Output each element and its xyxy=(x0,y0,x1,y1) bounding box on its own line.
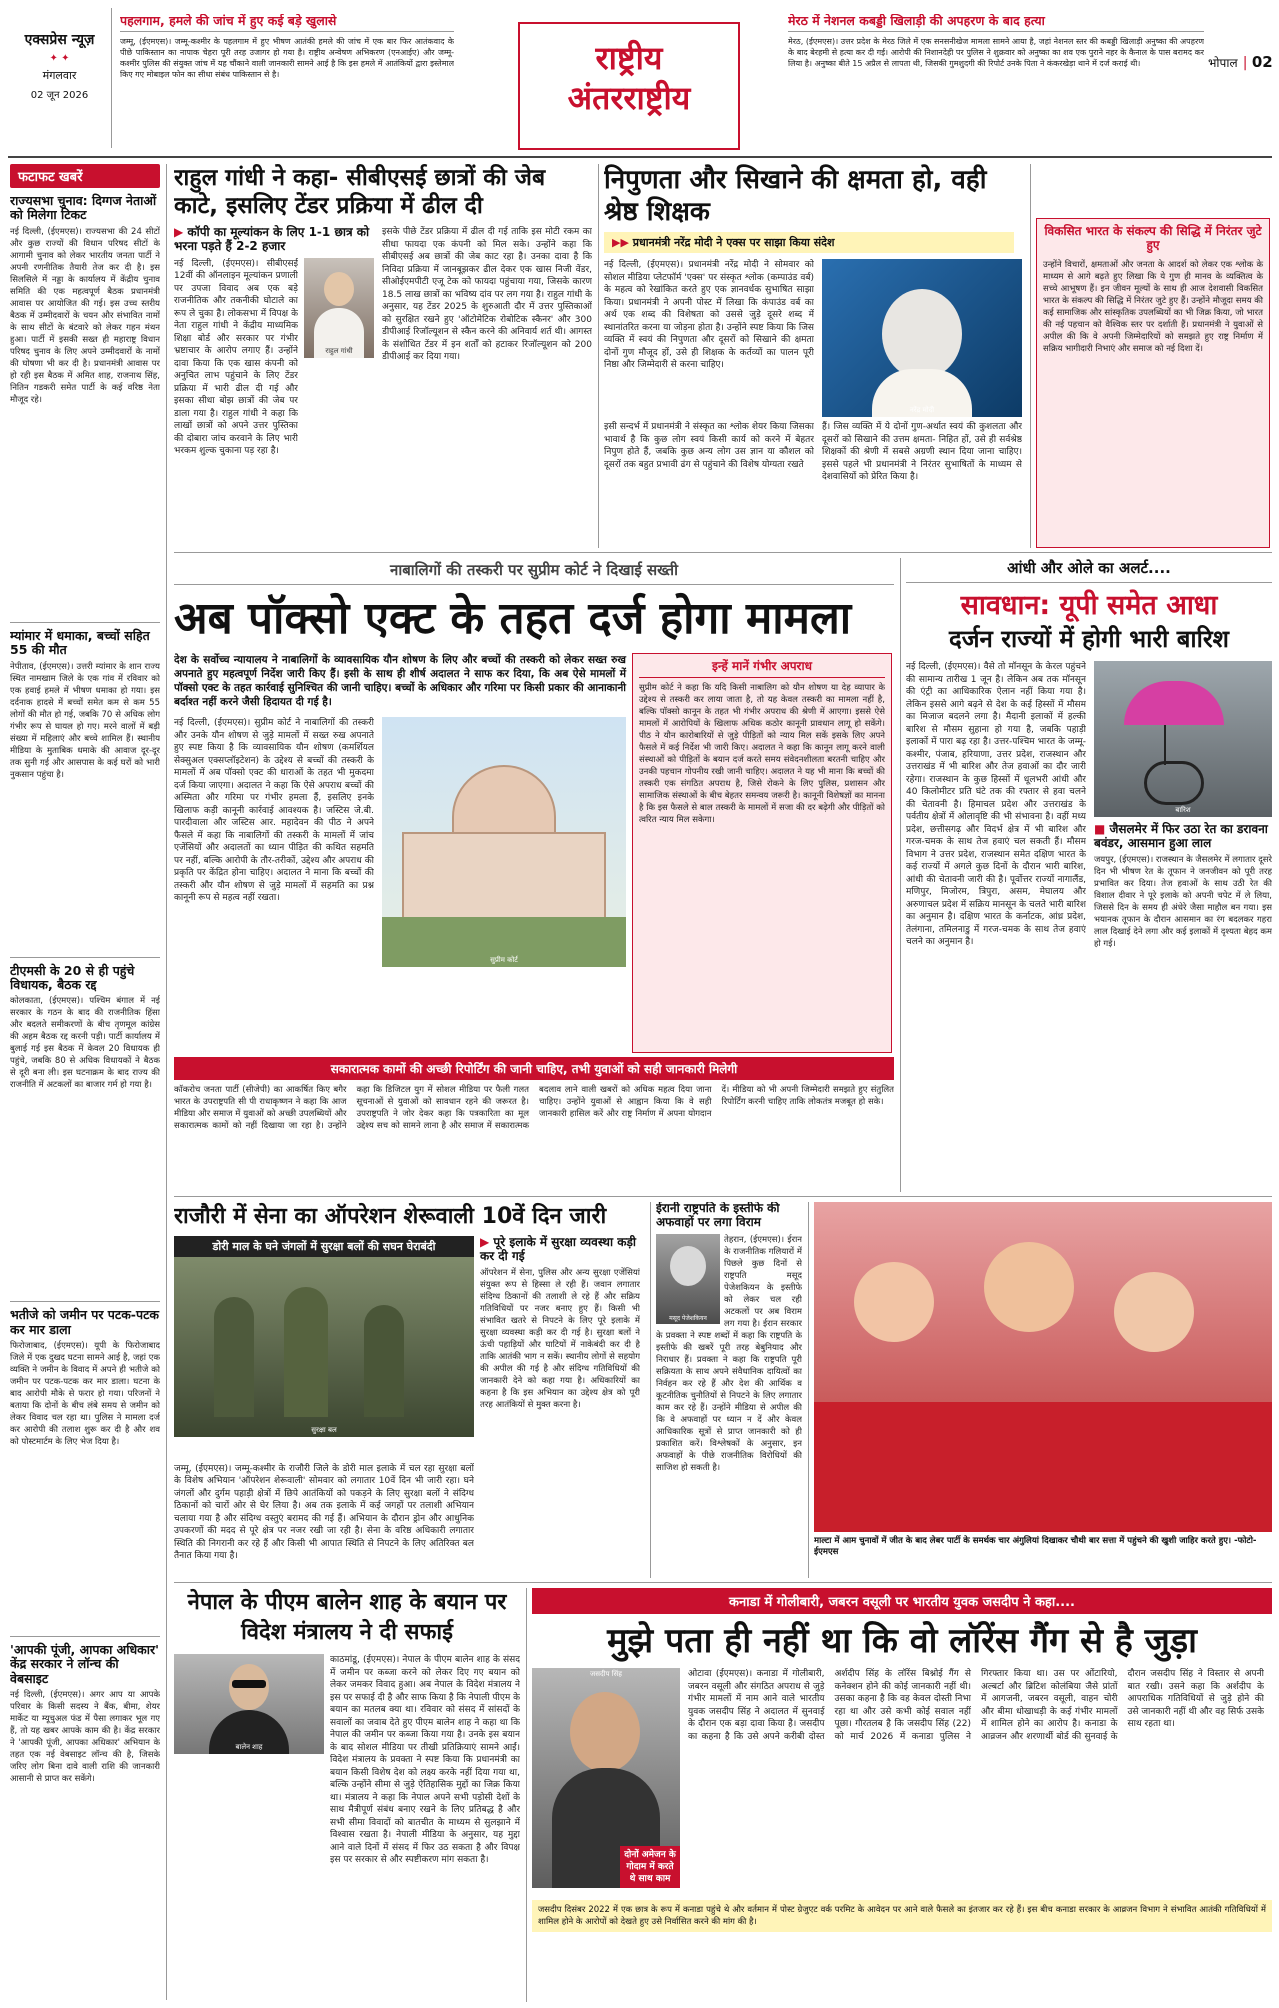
arrow-icon: ▶▶ xyxy=(612,236,629,249)
jasdeep-photo-tag: दोनों अमेजन के गोदाम में करते थे साथ काम xyxy=(620,1846,680,1888)
brief-title: 'आपकी पूंजी, आपका अधिकार' केंद्र सरकार ने लॉन्च की वेबसाइट xyxy=(10,1642,159,1686)
pocso-headline: अब पॉक्सो एक्ट के तहत दर्ज होगा मामला xyxy=(174,593,852,644)
modi-headline: निपुणता और सिखाने की क्षमता हो, वही श्रेष्ठ शिक्षक xyxy=(604,165,987,227)
story-rahul xyxy=(174,164,592,548)
story-modi xyxy=(604,164,1024,548)
weekday: मंगलवार xyxy=(42,69,77,82)
issue-date: 02 जून 2026 xyxy=(30,90,89,101)
viksit-headline: विकसित भारत के संकल्प की सिद्धि में निरंतर जुटे हुए xyxy=(1044,224,1262,252)
photo-malta xyxy=(814,1202,1272,1578)
rajouri-side-title: ▶ पूरे इलाके में सुरक्षा व्यवस्था कड़ी कर दी गई xyxy=(480,1235,636,1263)
modi-body-2: इसी सन्दर्भ में प्रधानमंत्री ने संस्कृत का श्लोक शेयर किया जिसका भावार्थ है कि कुछ लोग स्वयं किसी कार्य को करने में बेहतर निपुण होते हैं, जबकि कुछ अन्य लोग उस ज्ञान या कौशल को दूसरों तक बहुत प्रभावी ढंग से पहुंचाने की विशेष योग्यता रखते xyxy=(604,422,814,470)
weather-headline-black: दर्जन राज्यों में होगी भारी बारिश xyxy=(949,625,1229,653)
brief-title: राज्यसभा चुनाव: दिग्गज नेताओं को मिलेगा टिकट xyxy=(10,193,157,223)
pocso-box-body: सुप्रीम कोर्ट ने कहा कि यदि किसी नाबालिग को यौन शोषण या देह व्यापार के उद्देश्य से तस्करी कर लाया जाता है, तो यह केवल तस्करी का मामला नहीं है, बल्कि पॉक्सो कानून के तहत भी गंभीर अपराध की श्रेणी में आएगा। इससे ऐसे मामलों में आरोपियों के खिलाफ अधिक कठोर कानूनी प्रावधान लागू हो सकेंगे। पीठ ने यौन कारोबारियों से जुड़े पीड़ितों को न्याय मिल सकें इसके लिए अपने फैसले में कई निर्देश भी जारी किए। अदालत ने कहा कि कानून लागू करने वाली संस्थाओं को पीड़ितों के बयान दर्ज करते समय संवेदनशीलता बरतनी चाहिए और उनकी पहचान गोपनीय रखी जानी चाहिए। अदालत ने यह भी माना कि बच्चों की तस्करी एक संगठित अपराध है, जिसे रोकने के लिए पुलिस, प्रशासन और सामाजिक संस्थाओं के बीच बेहतर समन्वय जरूरी है। कानूनी विशेषज्ञों का मानना है कि इस फैसले से बाल तस्करी के मामलों में सजा की दर बढ़ेगी और पीड़ितों को त्वरित न्याय मिल सकेगा। xyxy=(639,682,885,825)
nepal-photo: बालेन शाह xyxy=(174,1654,324,1754)
umbrella-icon xyxy=(1124,681,1224,725)
section-title-line1: राष्ट्रीय xyxy=(595,39,663,77)
masthead-date-block xyxy=(8,8,112,148)
pocso-box-title: इन्हें मानें गंभीर अपराध xyxy=(639,660,885,678)
iran-photo: मसूद पेजेशकियन xyxy=(656,1234,720,1324)
section-title-line2: अंतरराष्ट्रीय xyxy=(567,79,691,117)
page-folio: भोपाल | 02 xyxy=(1208,53,1273,71)
brief-item xyxy=(10,629,160,951)
brief-body: नेपीताव, (ईएमएस)। उत्तरी म्यांमार के शान राज्य स्थित नामखाम जिले के एक गांव में रविवार को एक हवाई हमले में भीषण धमाका हो गया। इस दर्दनाक हादसे में बच्चों समेत कम से कम 55 लोगों की मौत हो गई, जबकि 70 से अधिक लोग गंभीर रूप से घायल हो गए। मरने वालों में बड़ी संख्या में महिलाएं और बच्चे शामिल हैं। स्थानीय मीडिया के मुताबिक धमाके की आवाज दूर-दूर तक सुनी गई और आसपास के कई घरों को भारी नुकसान पहुंचा है। xyxy=(10,661,160,780)
brief-title: टीएमसी के 20 से ही पहुंचे विधायक, बैठक रद्द xyxy=(10,962,135,992)
column-rule xyxy=(650,1202,651,1578)
left-teaser-body: जम्मू, (ईएमएस)। जम्मू-कश्मीर के पहलगाम में हुए भीषण आतंकी हमले की जांच में एक बार फिर आतंकवाद के पीछे पाकिस्तान का नापाक चेहरा पूरी तरह उजागर हो गया है। राष्ट्रीय अन्वेषण अभिकरण (एनआईए) और जम्मू-कश्मीर पुलिस की संयुक्त जांच में यह चौंकाने वाली जानकारी सामने आई है कि इस हमले में आतंकियों द्वारा इस्तेमाल किए गए मोबाइल फोन का सीधा संबंध पाकिस्तान से है। xyxy=(120,37,454,80)
pocso-lead: देश के सर्वोच्च न्यायालय ने नाबालिगों के व्यावसायिक यौन शोषण के लिए और बच्चों की तस्करी को लेकर सख्त रुख अपनाते हुए महत्वपूर्ण निर्देश जारी किए हैं। इसी के साथ ही शीर्ष अदालत ने साफ कर दिया, कि अब ऐसे मामलों में पॉक्सो एक्ट के तहत कार्रवाई सुनिश्चित की जानी चाहिए। बच्चों के अधिकार और गरिमा पर किसी प्रकार की आनाकानी बर्दाश्त नहीं करने जैसी हिदायत दी गई है। xyxy=(174,654,626,708)
brief-body: कोलकाता, (ईएमएस)। पश्चिम बंगाल में नई सरकार के गठन के बाद की राजनीतिक हिंसा और बदलते समीकरणों के बीच तृणमूल कांग्रेस की अहम बैठक रद्द करनी पड़ी। पार्टी कार्यालय में बुलाई गई इस बैठक में केवल 20 विधायक ही पहुंचे, जबकि 80 से अधिक विधायकों ने बैठक से दूरी बना ली। इस घटनाक्रम के बाद राज्य की राजनीति में अटकलों का बाजार गर्म हो गया है। xyxy=(10,996,160,1091)
play-arrow-icon: ▶ xyxy=(174,225,184,239)
weather-headline-red: सावधान: यूपी समेत आधा xyxy=(960,590,1218,621)
pocso-body: नई दिल्ली, (ईएमएस)। सुप्रीम कोर्ट ने नाबालिगों की तस्करी और उनके यौन शोषण से जुड़े मामलों में सख्त रुख अपनाते हुए स्पष्ट किया है कि व्यावसायिक यौन शोषण (कमर्शियल सेक्सुअल एक्सप्लॉइटेशन) के उद्देश्य से बच्चों की तस्करी के मामलों में अब पॉक्सो एक्ट की धाराओं के तहत भी मुकदमा दर्ज किया जाएगा। अदालत ने कहा कि ऐसे अपराध बच्चों की अस्मिता और गरिमा पर गंभीर हमला हैं, इसलिए इनके खिलाफ कड़ी कानूनी कार्रवाई आवश्यक है। जस्टिस जे.बी. पारदीवाला और जस्टिस आर. महादेवन की पीठ ने अपने फैसले में कहा कि नाबालिगों की तस्करी के मामलों में जांच एजेंसियों और अदालतों का ध्यान पीड़ित की कथित सहमति पर नहीं, बल्कि आरोपी के तौर-तरीकों, उद्देश्य और अपराध की प्रकृति पर केंद्रित होना चाहिए। अदालत ने माना कि बच्चों की तस्करी और यौन शोषण से जुड़े मामलों में सहमति का प्रश्न कानूनी रूप से महत्व नहीं रखता। xyxy=(174,718,374,903)
canada-headline: मुझे पता ही नहीं था कि वो लॉरेंस गैंग से है जुड़ा xyxy=(607,1621,1197,1661)
rahul-subhead: ▶ कॉपी का मूल्यांकन के लिए 1-1 छात्र को भरना पड़ते हैं 2-2 हजार xyxy=(174,225,370,253)
brief-item xyxy=(10,194,160,616)
diamond-ornament-icon: ✦ ✦ xyxy=(49,53,70,64)
right-teaser-body: मेरठ, (ईएमएस)। उत्तर प्रदेश के मेरठ जिले में एक सनसनीखेज मामला सामने आया है, जहां नेशनल स्तर की कबड्डी खिलाड़ी अनुष्का की अपहरण के बाद बेरहमी से हत्या कर दी गई। आरोपी की निशानदेही पर पुलिस ने शुक्रवार को अनुष्का का शव एक पुराने नहर के कैनाल के पास बरामद कर लिया है। अनुष्का बीते 15 अप्रैल से लापता थी, जिसकी गुमशुदगी की रिपोर्ट उनके पिता ने कंकरखेड़ा थाने में दर्ज कराई थी। xyxy=(788,37,1204,69)
section-title-box xyxy=(518,22,740,150)
brief-item xyxy=(10,964,160,1296)
brief-title: भतीजे को जमीन पर पटक-पटक कर मार डाला xyxy=(10,1307,159,1337)
page-number: 02 xyxy=(1251,53,1273,71)
photo-credit: -फोटो-ईएमएस xyxy=(814,1536,1257,1557)
column-rule xyxy=(598,164,599,548)
weather-strap: आंधी और ओले का अलर्ट.... xyxy=(906,558,1272,583)
brief-body: फिरोजाबाद, (ईएमएस)। यूपी के फिरोजाबाद जिले में एक दुखद घटना सामने आई है, जहां एक व्यक्ति ने जमीन के विवाद में अपने ही भतीजे को जमीन पर पटक-पटक कर मार डाला। घटना के बाद आरोपी मौके से फरार हो गया। परिजनों ने बताया कि दोनों के बीच लंबे समय से जमीन को लेकर विवाद चल रहा था। पुलिस ने मामला दर्ज कर आरोपी की तलाश शुरू कर दी है और शव को पोस्टमार्टम के लिए भेज दिया है। xyxy=(10,1341,160,1447)
brief-item xyxy=(10,1308,160,1630)
right-teaser-title: मेरठ में नेशनल कबड्डी खिलाड़ी की अपहरण के बाद हत्या xyxy=(788,14,1204,32)
column-rule xyxy=(900,558,901,1192)
left-teaser xyxy=(120,14,454,144)
section-rule xyxy=(174,552,1272,553)
rahul-headline: राहुल गांधी ने कहा- सीबीएसई छात्रों की जेब काटे, इसलिए टेंडर प्रक्रिया में ढील दी xyxy=(174,165,546,219)
story-rajouri xyxy=(174,1202,644,1578)
sunglasses-icon xyxy=(232,1680,266,1688)
malta-photo xyxy=(814,1202,1272,1532)
army-photo: सुरक्षा बल xyxy=(174,1257,474,1437)
rajouri-body: जम्मू, (ईएमएस)। जम्मू-कश्मीर के राजौरी जिले के डोरी माल इलाके में चल रहा सुरक्षा बलों के विशेष अभियान 'ऑपरेशन शेरूवाली' सोमवार को लगातार 10वें दिन भी जारी रहा। घने जंगलों और दुर्गम पहाड़ी क्षेत्रों में छिपे आतंकियों को पकड़ने के लिए सुरक्षा बलों ने संदिग्ध ठिकानों को चारों ओर से घेर लिया है। अब तक इलाके में कई जगहों पर तलाशी अभियान चलाया गया है और संदिग्ध वस्तुएं बरामद की गई हैं। अभियान के दौरान ड्रोन और आधुनिक उपकरणों की मदद से पूरे क्षेत्र पर नजर रखी जा रही है। सेना के वरिष्ठ अधिकारी लगातार स्थिति की निगरानी कर रहे हैं और किसी भी आपात स्थिति से निपटने के लिए अतिरिक्त बल तैनात किया गया है। xyxy=(174,1463,474,1562)
person-silhouette-icon xyxy=(324,272,354,306)
modi-body-3: हैं। जिस व्यक्ति में ये दोनों गुण-अर्थात स्वयं की कुशलता और दूसरों को सिखाने की उत्तम क्षमता- निहित हों, उसे ही सर्वश्रेष्ठ शिक्षकों की श्रेणी में सबसे अग्रणी स्थान दिया जाना चाहिए। इससे पहले भी प्रधानमंत्री ने निरंतर सुभाषितों के माध्यम से देशवासियों को प्रेरित किया है। xyxy=(822,422,1022,482)
rajouri-headline: राजौरी में सेना का ऑपरेशन शेरूवाली 10वें दिन जारी xyxy=(174,1204,607,1229)
arrow-icon: ▶ xyxy=(480,1235,490,1249)
viksit-body: उन्होंने विचारों, क्षमताओं और जनता के आदर्श को लेकर एक श्लोक के माध्यम से आगे बढ़ते हुए लिखा कि ये गुण ही मानव के व्यक्तित्व के सच्चे आभूषण हैं। इन जीवन मूल्यों के साथ ही आज देशवासी विकसित भारत के संकल्प की सिद्धि में निरंतर जुटे हुए हैं। उन्होंने मौजूदा समय की कई सामाजिक और सांस्कृतिक उपलब्धियों का भी जिक्र किया, जो भारत की नई पहचान को वैश्विक स्तर पर दर्शाती हैं। प्रधानमंत्री ने युवाओं से अपील की कि वे अपनी जिम्मेदारियों को समझते हुए राष्ट्र निर्माण में सक्रिय भागीदारी निभाएं और समाज को नई दिशा दें। xyxy=(1043,259,1263,354)
nepal-headline: नेपाल के पीएम बालेन शाह के बयान पर विदेश मंत्रालय ने दी सफाई xyxy=(187,1590,507,1645)
section-rule xyxy=(174,1196,1272,1197)
column-rule xyxy=(1030,164,1031,548)
masthead-rule xyxy=(8,156,1272,158)
iran-body: तेहरान, (ईएमएस)। ईरान के राजनीतिक गलियारों में पिछले कुछ दिनों से राष्ट्रपति मसूद पेजेशकियन के इस्तीफे को लेकर चल रही अटकलों पर अब विराम लग गया है। ईरान सरकार के प्रवक्ता ने स्पष्ट शब्दों में कहा कि राष्ट्रपति के इस्तीफे की खबरें पूरी तरह बेबुनियाद और निराधार हैं। प्रवक्ता ने कहा कि राष्ट्रपति पूरी सक्रियता के साथ अपने संवैधानिक दायित्वों का निर्वहन कर रहे हैं और देश की आर्थिक व कूटनीतिक चुनौतियों से निपटने के लिए लगातार काम कर रहे हैं। उन्होंने मीडिया से अपील की कि वे अफवाहों पर ध्यान न दें और केवल आधिकारिक सूत्रों से प्राप्त जानकारी को ही प्रकाशित करें। विश्लेषकों के अनुसार, इन अफवाहों के पीछे राजनीतिक विरोधियों की साजिश हो सकती है। xyxy=(656,1234,802,1473)
modi-kicker: ▶▶ प्रधानमंत्री नरेंद्र मोदी ने एक्स पर साझा किया संदेश xyxy=(604,232,1014,253)
modi-photo: नरेंद्र मोदी xyxy=(822,259,1022,417)
rajouri-photo-caption: डोरी माल के घने जंगलों में सुरक्षा बलों की सघन घेराबंदी xyxy=(174,1236,474,1257)
briefs-header: फटाफट खबरें xyxy=(10,164,160,188)
story-pocso xyxy=(174,558,894,1192)
rahul-photo: राहुल गांधी xyxy=(304,258,374,358)
supreme-court-photo: सुप्रीम कोर्ट xyxy=(382,717,626,967)
rajouri-side-body: ऑपरेशन में सेना, पुलिस और अन्य सुरक्षा एजेंसियां संयुक्त रूप से हिस्सा ले रही हैं। जवान लगातार संदिग्ध ठिकानों की तलाशी ले रहे हैं और सक्रिय गतिविधियों पर नजर बनाए हुए हैं। किसी भी संभावित खतरे से निपटने के लिए पूरे इलाके में सुरक्षा व्यवस्था कड़ी कर दी गई है। सुरक्षा बलों ने ऊंची पहाड़ियों और घाटियों में नाकेबंदी कर दी है ताकि आतंकी भाग न सकें। स्थानीय लोगों से सहयोग की अपील की गई है और संदिग्ध गतिविधियों की जानकारी देने को कहा गया है। अधिकारियों का कहना है कि इस अभियान का उद्देश्य क्षेत्र को पूरी तरह आतंकियों से मुक्त करना है। xyxy=(480,1267,640,1410)
column-rule xyxy=(808,1202,809,1578)
square-bullet-icon: ■ xyxy=(1094,822,1106,836)
jaisalmer-body: जयपुर, (ईएमएस)। राजस्थान के जैसलमेर में लगातार दूसरे दिन भी भीषण रेत के तूफान ने जनजीवन को पूरी तरह प्रभावित कर दिया। तेज हवाओं के साथ उठी रेत की विशाल दीवार ने पूरे इलाके को अपनी चपेट में ले लिया, जिससे दिन के समय ही अंधेरे जैसा माहौल बन गया। इस भयानक तूफान के दौरान आसमान का रंग बदलकर गहरा लाल दिखाई देने लगा और कई इलाकों में दृश्यता बेहद कम हो गई। xyxy=(1094,854,1272,949)
rahul-body-2: इसके पीछे टेंडर प्रक्रिया में ढील दी गई ताकि इस मोटी रकम का सीधा फायदा एक कंपनी को मिल सके। उन्होंने कहा कि सीबीएसई अब छात्रों की जेब काट रहा है। उनका दावा है कि निविदा प्रक्रिया में जानबूझकर ढील देकर एक खास निजी वेंडर, सीओईएमपीटी एजू टेक को फायदा पहुंचाया गया, जिसके कारण 18.5 लाख छात्रों का भविष्य दांव पर लग गया है। राहुल गांधी के अनुसार, यह टेंडर 2025 के शुरुआती दौर में उत्तर पुस्तिकाओं को सुरक्षित रखने हुए 'ऑटोमेटिक रोबोटिक स्कैनर' और 300 डीपीआई रिजॉल्यूशन से स्कैन करने की अनिवार्य शर्त थी। आगस्त के संशोधित टेंडर में इन शर्तों को हटाकर रिजॉल्यूशन को 200 डीपीआई कर दिया गया। xyxy=(382,227,592,362)
briefs-column xyxy=(10,164,160,2002)
jaisalmer-title: ■ जैसलमेर में फिर उठा रेत का डरावना बवंडर, आसमान हुआ लाल xyxy=(1094,822,1268,850)
pocso-strap: नाबालिगों की तस्करी पर सुप्रीम कोर्ट ने दिखाई सख्ती xyxy=(174,560,894,585)
canada-body: ओटावा (ईएमएस)। कनाडा में गोलीबारी, जबरन वसूली और संगठित अपराध से जुड़े गंभीर मामलों में नाम आने वाले भारतीय युवक जसदीप सिंह ने अदालत में सुनवाई के दौरान एक बड़ा दावा किया है। जसदीप का कहना है कि उसे अपने करीबी दोस्त अर्शदीप सिंह के लॉरेंस बिश्नोई गैंग से कनेक्शन होने की कोई जानकारी नहीं थी। उसका कहना है कि वह केवल दोस्ती निभा रहा था और उसे कभी कोई सवाल नहीं पूछा। गौरतलब है कि जसदीप सिंह (22) को मार्च 2026 में कनाडा पुलिस ने गिरफ्तार किया था। उस पर ओंटारियो, अल्बर्टा और ब्रिटिश कोलंबिया जैसे प्रांतों में आगजनी, जबरन वसूली, वाहन चोरी और बीमा धोखाधड़ी के कई गंभीर मामलों में शामिल होने का आरोप है। कनाडा के आव्रजन और शरणार्थी बोर्ड की सुनवाई के दौरान जसदीप सिंह ने विस्तार से अपनी बात रखी। उसने कहा कि अर्शदीप के आपराधिक गतिविधियों से जुड़े होने की उसे जानकारी नहीं थी और वह सिर्फ उसके साथ रहता था। xyxy=(688,1669,1264,1742)
malta-caption: माल्टा में आम चुनावों में जीत के बाद लेबर पार्टी के समर्थक चार अंगुलियां दिखाकर चौथी बार सत्ता में पहुंचने की खुशी जाहिर करते हुए। -फोटो-ईएमएस xyxy=(814,1536,1257,1557)
paper-name: एक्सप्रेस न्यूज़ xyxy=(24,32,95,48)
story-weather xyxy=(906,558,1272,1192)
pocso-bottom-strap: सकारात्मक कामों की अच्छी रिपोर्टिंग की जानी चाहिए, तभी युवाओं को सही जानकारी मिलेगी xyxy=(174,1057,894,1080)
section-rule xyxy=(174,1582,1272,1583)
iran-headline: ईरानी राष्ट्रपति के इस्तीफे की अफवाहों पर लगा विराम xyxy=(656,1202,780,1229)
pocso-box xyxy=(632,653,892,1053)
nepal-body: काठमांडू, (ईएमएस)। नेपाल के पीएम बालेन शाह के संसद में जमीन पर कब्जा करने को लेकर दिए गए बयान को लेकर जमकर विवाद हुआ। अब नेपाल के विदेश मंत्रालय ने इस पर सफाई दी है और साफ किया है कि नेपाली पीएम के बयान का मतलब क्या था। रविवार को संसद में सांसदों के सवालों का जवाब देते हुए पीएम बालेन शाह ने कहा था कि नेपाल की जमीन पर कब्जा किया गया है। उनके इस बयान के बाद सोशल मीडिया पर तीखी प्रतिक्रियाएं सामने आईं। विदेश मंत्रालय के प्रवक्ता ने स्पष्ट किया कि प्रधानमंत्री का बयान किसी विशेष देश को लक्ष्य करके नहीं दिया गया था, बल्कि उन्होंने सीमा से जुड़े ऐतिहासिक मुद्दों का जिक्र किया था। मंत्रालय ने कहा कि नेपाल अपने सभी पड़ोसी देशों के साथ मैत्रीपूर्ण संबंध बनाए रखने के लिए प्रतिबद्ध है और सभी सीमा विवादों को बातचीत के माध्यम से सुलझाने में विश्वास रखता है। नेपाली मीडिया के अनुसार, यह मुद्दा आने वाले दिनों में संसद में फिर उठ सकता है और विपक्ष इस पर सरकार से और स्पष्टीकरण मांग सकता है। xyxy=(330,1655,520,1865)
modi-body-1: नई दिल्ली, (ईएमएस)। प्रधानमंत्री नरेंद्र मोदी ने सोमवार को सोशल मीडिया प्लेटफॉर्म 'एक्स' पर संस्कृत श्लोक (कम्पाउंड वर्ब) के महत्व को रेखांकित करते हुए एक ज्ञानवर्धक सुभाषित साझा किया। प्रधानमंत्री ने अपनी पोस्ट में लिखा कि कंपाउंड वर्ब का अर्थ एक शब्द की विशेषता को उससे जुड़े दूसरे शब्द में स्थानांतरित करना या जोड़ना होता है। उन्होंने स्पष्ट किया कि जिस व्यक्ति में स्वयं की निपुणता और दूसरों को सिखाने की क्षमता दोनों गुण मौजूद हों, उसे ही शिक्षक के कर्तव्यों का पालन पूरी निष्ठा और जिम्मेदारी से करना चाहिए। xyxy=(604,260,814,370)
pocso-bottom-body: कॉकरोच जनता पार्टी (सीजेपी) का आकर्षित किए बगैर भारत के उपराष्ट्रपति सी पी राधाकृष्णन ने कहा कि आज मीडिया और समाज में युवाओं को अच्छी उपलब्धियों और सकारात्मक कामों को नहीं दिखाया जा रहा है। उन्होंने कहा कि डिजिटल युग में सोशल मीडिया पर फैली गलत सूचनाओं से युवाओं को सावधान रहने की जरूरत है। उपराष्ट्रपति ने जोर देकर कहा कि पत्रकारिता का मूल उद्देश्य सच को सामने लाना है और समाज में सकारात्मक बदलाव लाने वाली खबरों को अधिक महत्व दिया जाना चाहिए। उन्होंने युवाओं से आह्वान किया कि वे सही जानकारी हासिल करें और राष्ट्र निर्माण में अपना योगदान दें। मीडिया को भी अपनी जिम्मेदारी समझते हुए संतुलित रिपोर्टिंग करनी चाहिए ताकि लोकतंत्र मजबूत हो सके। xyxy=(174,1085,894,1131)
story-viksit xyxy=(1036,218,1270,548)
story-nepal xyxy=(174,1588,520,2002)
brief-item xyxy=(10,1643,160,1949)
weather-body: नई दिल्ली, (ईएमएस)। वैसे तो मॉनसून के केरल पहुंचने की सामान्य तारीख 1 जून है। लेकिन अब तक मॉनसून की एंट्री का आधिकारिक ऐलान नहीं किया गया है। लेकिन इससे आगे बढ़ने से देश के कई हिस्सों में मौसम का मिजाज बदलने लगा है। मैदानी इलाकों में हल्की बारिश से मौसम सुहाना हो गया है, जबकि पहाड़ी इलाकों में पारा बढ़ रहा है। उत्तर-पश्चिम भारत के जम्मू-कश्मीर, पंजाब, हरियाणा, उत्तर प्रदेश, राजस्थान और उत्तराखंड में भी बारिश और तेज हवाओं का दौर जारी रहेगा। राजस्थान के कुछ हिस्सों में धूलभरी आंधी और 40 किलोमीटर प्रति घंटे तक की रफ्तार से हवा चलने की चेतावनी है। हिमाचल प्रदेश और उत्तराखंड के पर्वतीय क्षेत्रों में ओलावृष्टि की भी संभावना है। वहीं मध्य प्रदेश, छत्तीसगढ़ और विदर्भ क्षेत्र में भी बारिश और गरज-चमक के साथ तेज हवाएं चल सकती हैं। मौसम विभाग ने उत्तर प्रदेश, राजस्थान समेत दक्षिण भारत के कई राज्यों में अगले कुछ दिनों के दौरान भारी बारिश, आंधी की चेतावनी जारी की है। पूर्वोत्तर राज्यों नागालैंड, मणिपुर, मिजोरम, त्रिपुरा, असम, मेघालय और अरुणाचल प्रदेश में सक्रिय मानसून के चलते भारी बारिश का अनुमान है। दक्षिण भारत के कर्नाटक, आंध्र प्रदेश, तेलंगाना, तमिलनाडु में गरज-चमक के साथ तेज हवाएं चलने का अनुमान है। xyxy=(906,662,1086,947)
canada-bottom-note: जसदीप दिसंबर 2022 में एक छात्र के रूप में कनाडा पहुंचे थे और वर्तमान में पोस्ट ग्रेजुएट वर्क परमिट के आवेदन पर आने वाले फैसले का इंतजार कर रहे हैं। इस बीच कनाडा सरकार के आव्रजन विभाग ने संभावित आतंकी गतिविधियों में शामिल होने के आरोपों को देखते हुए उसे निर्वासित करने की मांग की है। xyxy=(532,1900,1272,1932)
right-teaser xyxy=(788,14,1204,144)
city-name: भोपाल xyxy=(1208,56,1238,70)
rahul-body-1: नई दिल्ली, (ईएमएस)। सीबीएसई 12वीं की ऑनलाइन मूल्यांकन प्रणाली पर उपजा विवाद अब एक बड़े राजनीतिक और तकनीकी घोटाले का रूप ले चुका है। लोकसभा में विपक्ष के नेता राहुल गांधी ने केंद्रीय माध्यमिक शिक्षा बोर्ड और सरकार पर गंभीर भ्रष्टाचार के आरोप लगाए हैं। उन्होंने दावा किया कि एक खास कंपनी को अनुचित लाभ पहुंचाने के लिए टेंडर प्रक्रिया में भारी ढील दी गई और इसका सीधा बोझ छात्रों की जेब पर डाला गया है। राहुल गांधी ने कहा कि लाखों छात्रों को अपने उत्तर पुस्तिका की दोबारा जांच करवाने के लिए भारी भरकम शुल्क चुकाना पड़ रहा है। xyxy=(174,258,298,457)
story-canada xyxy=(532,1588,1272,2002)
brief-title: म्यांमार में धमाका, बच्चों सहित 55 की मौत xyxy=(10,627,150,658)
brief-body: नई दिल्ली, (ईएमएस)। राज्यसभा की 24 सीटों और कुछ राज्यों की विधान परिषद सीटों के आगामी चुनाव को लेकर भारतीय जनता पार्टी ने अपनी रणनीतिक तैयारी तेज कर दी है। इस सिलसिले में नड्डा के कार्यालय में केंद्रीय चुनाव समिति की एक महत्वपूर्ण बैठक प्रधानमंत्री आवास पर आयोजित की गई। इस उच्च स्तरीय बैठक में उम्मीदवारों के चयन और संभावित नामों के साथ सीटों के बंटवारे को लेकर गहन मंथन हुआ। पार्टी में इसकी सख्त ही महाराष्ट्र विधान परिषद चुनाव के लिए अपने उम्मीदवारों के नामों की घोषणा भी कर दी है। प्रधानमंत्री आवास पर हो रही इस बैठक में अमित शाह, राजनाथ सिंह, नितिन गडकरी समेत पार्टी के कई वरिष्ठ नेता मौजूद रहे। xyxy=(10,226,160,405)
story-iran xyxy=(656,1202,802,1578)
left-teaser-title: पहलगाम, हमले की जांच में हुए कई बड़े खुलासे xyxy=(120,14,454,32)
jasdeep-photo: जसदीप सिंह दोनों अमेजन के गोदाम में करते थे साथ काम xyxy=(532,1668,680,1888)
column-rule xyxy=(526,1588,527,2002)
column-rule xyxy=(166,164,167,2000)
canada-strap: कनाडा में गोलीबारी, जबरन वसूली पर भारतीय युवक जसदीप ने कहा.... xyxy=(532,1588,1272,1614)
rain-photo: बारिश xyxy=(1094,661,1272,817)
brief-body: नई दिल्ली, (ईएमएस)। अगर आप या आपके परिवार के किसी सदस्य ने बैंक, बीमा, शेयर मार्केट या म्यूचुअल फंड में पैसा लगाकर भूल गए हैं, तो यह खबर आपके काम की है। केंद्र सरकार ने 'आपकी पूंजी, आपका अधिकार' अभियान के तहत एक नई वेबसाइट लॉन्च की है, जिसके जरिए लोग बिना दावे वाली राशि की जानकारी आसानी से प्राप्त कर सकेंगे। xyxy=(10,1690,160,1785)
